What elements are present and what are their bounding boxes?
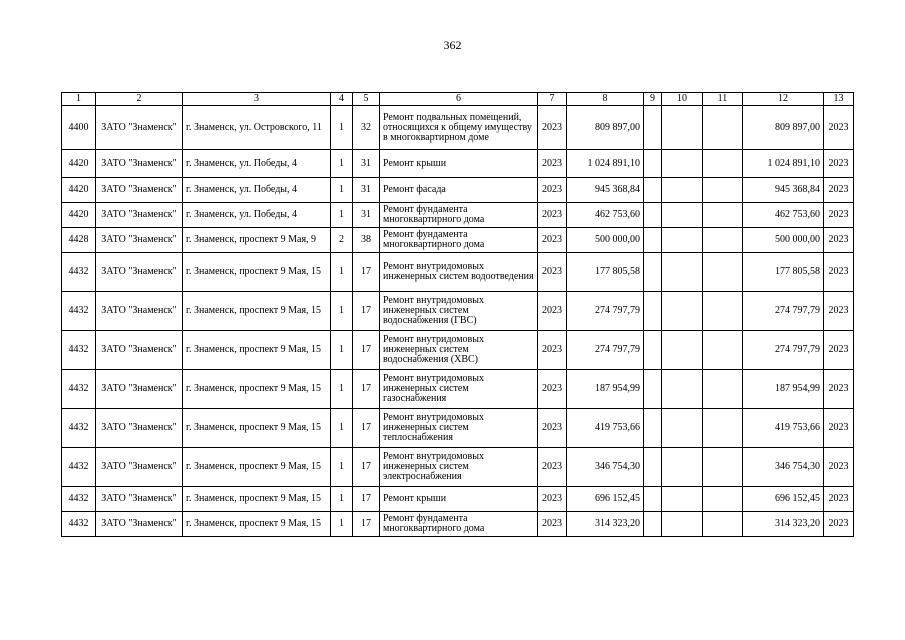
cell-municipality: ЗАТО "Знаменск" <box>96 253 183 292</box>
table-row <box>62 203 854 228</box>
cell-object-id: 4432 <box>62 253 96 292</box>
cell-total-cost: 1 024 891,10 <box>567 150 644 178</box>
cell-work-type: Ремонт фундамента многоквартирного дома <box>380 512 538 537</box>
cell-col-11 <box>703 331 743 370</box>
cell-col-5: 38 <box>353 228 380 253</box>
column-header-4: 4 <box>331 93 353 106</box>
cell-year-end: 2023 <box>824 512 854 537</box>
cell-work-type: Ремонт крыши <box>380 150 538 178</box>
cell-building-count: 1 <box>331 487 353 512</box>
table-row <box>62 178 854 203</box>
cell-total-cost: 187 954,99 <box>567 370 644 409</box>
cell-object-id: 4432 <box>62 292 96 331</box>
cell-col-11 <box>703 370 743 409</box>
cell-col-5: 17 <box>353 253 380 292</box>
cell-col-5: 17 <box>353 409 380 448</box>
cell-total-cost: 500 000,00 <box>567 228 644 253</box>
cell-col-5: 31 <box>353 150 380 178</box>
cell-building-count: 1 <box>331 331 353 370</box>
cell-col-10 <box>662 370 703 409</box>
cell-object-id: 4432 <box>62 331 96 370</box>
cell-address: г. Знаменск, ул. Победы, 4 <box>183 150 331 178</box>
cell-address: г. Знаменск, проспект 9 Мая, 15 <box>183 409 331 448</box>
cell-building-count: 1 <box>331 253 353 292</box>
column-header-2: 2 <box>96 93 183 106</box>
table-row <box>62 253 854 292</box>
cell-col-10 <box>662 448 703 487</box>
cell-address: г. Знаменск, проспект 9 Мая, 15 <box>183 512 331 537</box>
cell-building-count: 1 <box>331 150 353 178</box>
cell-work-type: Ремонт фасада <box>380 178 538 203</box>
cell-year-start: 2023 <box>538 253 567 292</box>
cell-year-start: 2023 <box>538 370 567 409</box>
cell-total-cost: 346 754,30 <box>567 448 644 487</box>
data-table <box>61 92 854 537</box>
cell-object-id: 4400 <box>62 106 96 150</box>
cell-col-10 <box>662 292 703 331</box>
cell-building-count: 1 <box>331 203 353 228</box>
table-row <box>62 150 854 178</box>
cell-year-end: 2023 <box>824 203 854 228</box>
table-row <box>62 331 854 370</box>
cell-municipality: ЗАТО "Знаменск" <box>96 448 183 487</box>
cell-col-5: 17 <box>353 370 380 409</box>
cell-year-end: 2023 <box>824 331 854 370</box>
cell-fund-cost: 274 797,79 <box>743 292 824 331</box>
cell-col-10 <box>662 331 703 370</box>
cell-work-type: Ремонт внутридомовых инженерных систем газоснабжения <box>380 370 538 409</box>
cell-fund-cost: 1 024 891,10 <box>743 150 824 178</box>
cell-year-start: 2023 <box>538 512 567 537</box>
cell-address: г. Знаменск, ул. Победы, 4 <box>183 203 331 228</box>
cell-col-9 <box>644 150 662 178</box>
cell-year-end: 2023 <box>824 292 854 331</box>
cell-work-type: Ремонт внутридомовых инженерных систем водоснабжения (ХВС) <box>380 331 538 370</box>
cell-col-11 <box>703 203 743 228</box>
cell-municipality: ЗАТО "Знаменск" <box>96 178 183 203</box>
cell-fund-cost: 187 954,99 <box>743 370 824 409</box>
cell-municipality: ЗАТО "Знаменск" <box>96 487 183 512</box>
cell-address: г. Знаменск, проспект 9 Мая, 15 <box>183 292 331 331</box>
cell-address: г. Знаменск, проспект 9 Мая, 15 <box>183 253 331 292</box>
cell-municipality: ЗАТО "Знаменск" <box>96 370 183 409</box>
cell-col-9 <box>644 512 662 537</box>
cell-total-cost: 419 753,66 <box>567 409 644 448</box>
cell-col-10 <box>662 203 703 228</box>
cell-object-id: 4428 <box>62 228 96 253</box>
cell-work-type: Ремонт фундамента многоквартирного дома <box>380 203 538 228</box>
cell-year-end: 2023 <box>824 253 854 292</box>
cell-year-end: 2023 <box>824 178 854 203</box>
cell-municipality: ЗАТО "Знаменск" <box>96 106 183 150</box>
cell-fund-cost: 500 000,00 <box>743 228 824 253</box>
column-header-5: 5 <box>353 93 380 106</box>
column-header-6: 6 <box>380 93 538 106</box>
cell-fund-cost: 419 753,66 <box>743 409 824 448</box>
cell-address: г. Знаменск, проспект 9 Мая, 9 <box>183 228 331 253</box>
cell-building-count: 1 <box>331 370 353 409</box>
cell-work-type: Ремонт подвальных помещений, относящихся к общему имуществу в многоквартирном доме <box>380 106 538 150</box>
cell-building-count: 2 <box>331 228 353 253</box>
cell-col-10 <box>662 228 703 253</box>
cell-work-type: Ремонт внутридомовых инженерных систем электроснабжения <box>380 448 538 487</box>
cell-fund-cost: 696 152,45 <box>743 487 824 512</box>
cell-col-10 <box>662 512 703 537</box>
cell-col-11 <box>703 106 743 150</box>
cell-address: г. Знаменск, проспект 9 Мая, 15 <box>183 448 331 487</box>
cell-work-type: Ремонт внутридомовых инженерных систем теплоснабжения <box>380 409 538 448</box>
cell-col-9 <box>644 448 662 487</box>
cell-year-start: 2023 <box>538 203 567 228</box>
cell-fund-cost: 462 753,60 <box>743 203 824 228</box>
cell-building-count: 1 <box>331 106 353 150</box>
cell-fund-cost: 314 323,20 <box>743 512 824 537</box>
cell-municipality: ЗАТО "Знаменск" <box>96 150 183 178</box>
cell-building-count: 1 <box>331 512 353 537</box>
cell-year-end: 2023 <box>824 448 854 487</box>
cell-year-start: 2023 <box>538 106 567 150</box>
cell-col-5: 17 <box>353 512 380 537</box>
cell-col-9 <box>644 178 662 203</box>
cell-col-9 <box>644 487 662 512</box>
column-header-13: 13 <box>824 93 854 106</box>
cell-total-cost: 945 368,84 <box>567 178 644 203</box>
cell-municipality: ЗАТО "Знаменск" <box>96 512 183 537</box>
cell-object-id: 4420 <box>62 203 96 228</box>
cell-year-start: 2023 <box>538 487 567 512</box>
cell-building-count: 1 <box>331 448 353 487</box>
cell-work-type: Ремонт внутридомовых инженерных систем водоотведения <box>380 253 538 292</box>
cell-col-11 <box>703 150 743 178</box>
cell-object-id: 4432 <box>62 512 96 537</box>
cell-work-type: Ремонт внутридомовых инженерных систем водоснабжения (ГВС) <box>380 292 538 331</box>
cell-year-start: 2023 <box>538 150 567 178</box>
column-header-7: 7 <box>538 93 567 106</box>
cell-col-11 <box>703 178 743 203</box>
cell-col-9 <box>644 409 662 448</box>
cell-building-count: 1 <box>331 409 353 448</box>
cell-year-end: 2023 <box>824 409 854 448</box>
cell-col-10 <box>662 487 703 512</box>
cell-col-11 <box>703 253 743 292</box>
column-header-12: 12 <box>743 93 824 106</box>
cell-col-5: 17 <box>353 487 380 512</box>
column-header-8: 8 <box>567 93 644 106</box>
table-row <box>62 512 854 537</box>
page-number: 362 <box>443 38 462 52</box>
cell-col-11 <box>703 512 743 537</box>
cell-total-cost: 462 753,60 <box>567 203 644 228</box>
cell-col-11 <box>703 448 743 487</box>
cell-col-10 <box>662 150 703 178</box>
cell-col-10 <box>662 409 703 448</box>
cell-total-cost: 274 797,79 <box>567 331 644 370</box>
table-row <box>62 106 854 150</box>
cell-municipality: ЗАТО "Знаменск" <box>96 409 183 448</box>
cell-year-end: 2023 <box>824 370 854 409</box>
cell-col-9 <box>644 228 662 253</box>
table-row <box>62 370 854 409</box>
column-header-11: 11 <box>703 93 743 106</box>
cell-col-9 <box>644 292 662 331</box>
cell-year-start: 2023 <box>538 448 567 487</box>
cell-fund-cost: 177 805,58 <box>743 253 824 292</box>
column-header-9: 9 <box>644 93 662 106</box>
cell-fund-cost: 346 754,30 <box>743 448 824 487</box>
cell-object-id: 4432 <box>62 487 96 512</box>
cell-object-id: 4420 <box>62 178 96 203</box>
table-row <box>62 228 854 253</box>
cell-col-5: 31 <box>353 178 380 203</box>
cell-work-type: Ремонт фундамента многоквартирного дома <box>380 228 538 253</box>
cell-col-9 <box>644 203 662 228</box>
cell-year-end: 2023 <box>824 106 854 150</box>
cell-work-type: Ремонт крыши <box>380 487 538 512</box>
column-header-1: 1 <box>62 93 96 106</box>
cell-col-9 <box>644 331 662 370</box>
cell-object-id: 4432 <box>62 370 96 409</box>
cell-municipality: ЗАТО "Знаменск" <box>96 331 183 370</box>
cell-address: г. Знаменск, ул. Островского, 11 <box>183 106 331 150</box>
cell-address: г. Знаменск, проспект 9 Мая, 15 <box>183 331 331 370</box>
cell-fund-cost: 945 368,84 <box>743 178 824 203</box>
cell-object-id: 4432 <box>62 409 96 448</box>
cell-municipality: ЗАТО "Знаменск" <box>96 292 183 331</box>
cell-total-cost: 696 152,45 <box>567 487 644 512</box>
cell-municipality: ЗАТО "Знаменск" <box>96 203 183 228</box>
cell-col-11 <box>703 292 743 331</box>
table-row <box>62 409 854 448</box>
cell-year-start: 2023 <box>538 178 567 203</box>
column-header-10: 10 <box>662 93 703 106</box>
cell-total-cost: 314 323,20 <box>567 512 644 537</box>
cell-col-9 <box>644 106 662 150</box>
cell-total-cost: 177 805,58 <box>567 253 644 292</box>
cell-col-11 <box>703 409 743 448</box>
table-row <box>62 292 854 331</box>
cell-col-5: 31 <box>353 203 380 228</box>
column-header-3: 3 <box>183 93 331 106</box>
cell-address: г. Знаменск, проспект 9 Мая, 15 <box>183 370 331 409</box>
cell-year-start: 2023 <box>538 331 567 370</box>
cell-year-end: 2023 <box>824 228 854 253</box>
cell-total-cost: 809 897,00 <box>567 106 644 150</box>
cell-fund-cost: 809 897,00 <box>743 106 824 150</box>
cell-col-10 <box>662 106 703 150</box>
cell-fund-cost: 274 797,79 <box>743 331 824 370</box>
cell-year-end: 2023 <box>824 487 854 512</box>
cell-col-11 <box>703 228 743 253</box>
cell-col-11 <box>703 487 743 512</box>
cell-year-start: 2023 <box>538 409 567 448</box>
cell-col-9 <box>644 253 662 292</box>
header-row <box>62 93 854 106</box>
cell-object-id: 4432 <box>62 448 96 487</box>
cell-year-end: 2023 <box>824 150 854 178</box>
cell-address: г. Знаменск, проспект 9 Мая, 15 <box>183 487 331 512</box>
cell-municipality: ЗАТО "Знаменск" <box>96 228 183 253</box>
cell-col-5: 32 <box>353 106 380 150</box>
cell-col-5: 17 <box>353 331 380 370</box>
cell-col-5: 17 <box>353 448 380 487</box>
cell-address: г. Знаменск, ул. Победы, 4 <box>183 178 331 203</box>
table-row <box>62 487 854 512</box>
table-row <box>62 448 854 487</box>
cell-col-9 <box>644 370 662 409</box>
cell-total-cost: 274 797,79 <box>567 292 644 331</box>
cell-building-count: 1 <box>331 178 353 203</box>
cell-object-id: 4420 <box>62 150 96 178</box>
cell-year-start: 2023 <box>538 228 567 253</box>
cell-col-10 <box>662 253 703 292</box>
cell-building-count: 1 <box>331 292 353 331</box>
cell-col-10 <box>662 178 703 203</box>
cell-col-5: 17 <box>353 292 380 331</box>
cell-year-start: 2023 <box>538 292 567 331</box>
